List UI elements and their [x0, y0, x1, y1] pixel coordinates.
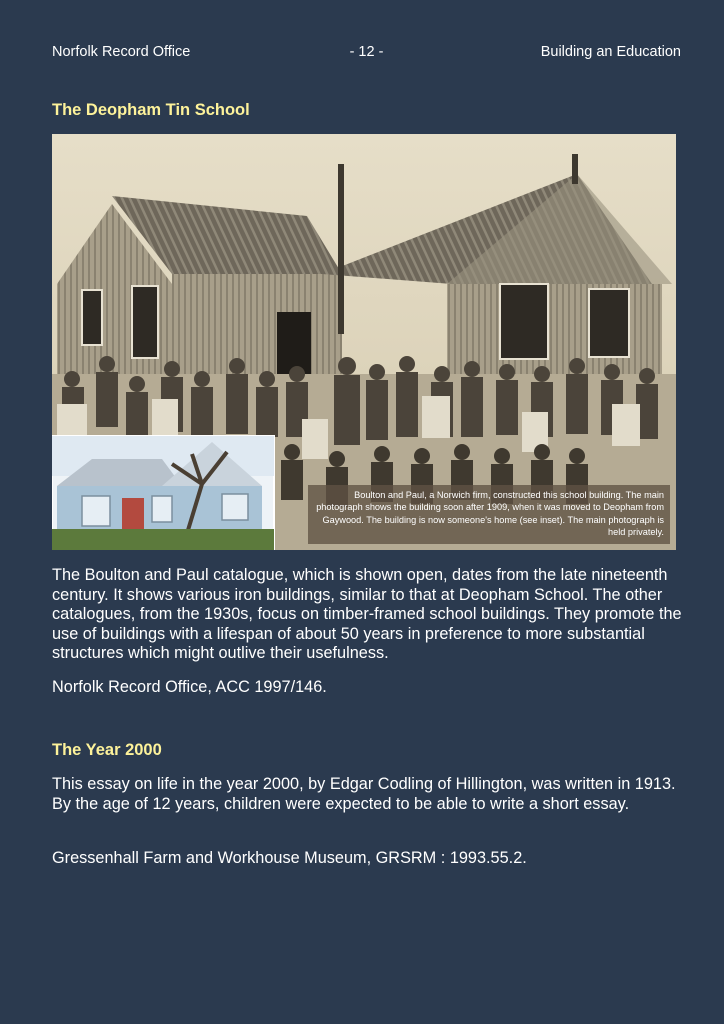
header-title: Building an Education — [540, 44, 681, 60]
school-photograph — [52, 134, 676, 550]
section2-body: This essay on life in the year 2000, by Edgar Codling of Hillington, was written in 1913. By the age of 12 years, children were expected to be able to write a short essay. — [52, 775, 676, 813]
section-heading-deopham: The Deopham Tin School — [52, 101, 250, 119]
page-header — [52, 43, 681, 61]
section1-reference: Norfolk Record Office, ACC 1997/146. — [52, 678, 327, 696]
inset-photograph — [52, 436, 274, 550]
photo-caption: Boulton and Paul, a Norwich firm, constructed this school building. The main photograph shows the building soon after 1909, when it was moved to Deopham from Gaywood. The building is now someone's home (see inset). The main photograph is held privately. — [308, 485, 670, 544]
header-publisher: Norfolk Record Office — [52, 44, 191, 60]
section2-reference: Gressenhall Farm and Workhouse Museum, GRSRM : 1993.55.2. — [52, 849, 527, 867]
section-heading-year-2000: The Year 2000 — [52, 741, 162, 759]
page-number: - 12 - — [349, 44, 384, 60]
section1-body: The Boulton and Paul catalogue, which is shown open, dates from the late nineteenth century. It shows various iron buildings, similar to that at Deopham School. The other catalogues, from the 1930s, focus on timber-framed school buildings. They promote the use of buildings with a lifespan of about 50 years in preference to more substantial structures which might outlive their usefulness. — [52, 566, 682, 663]
